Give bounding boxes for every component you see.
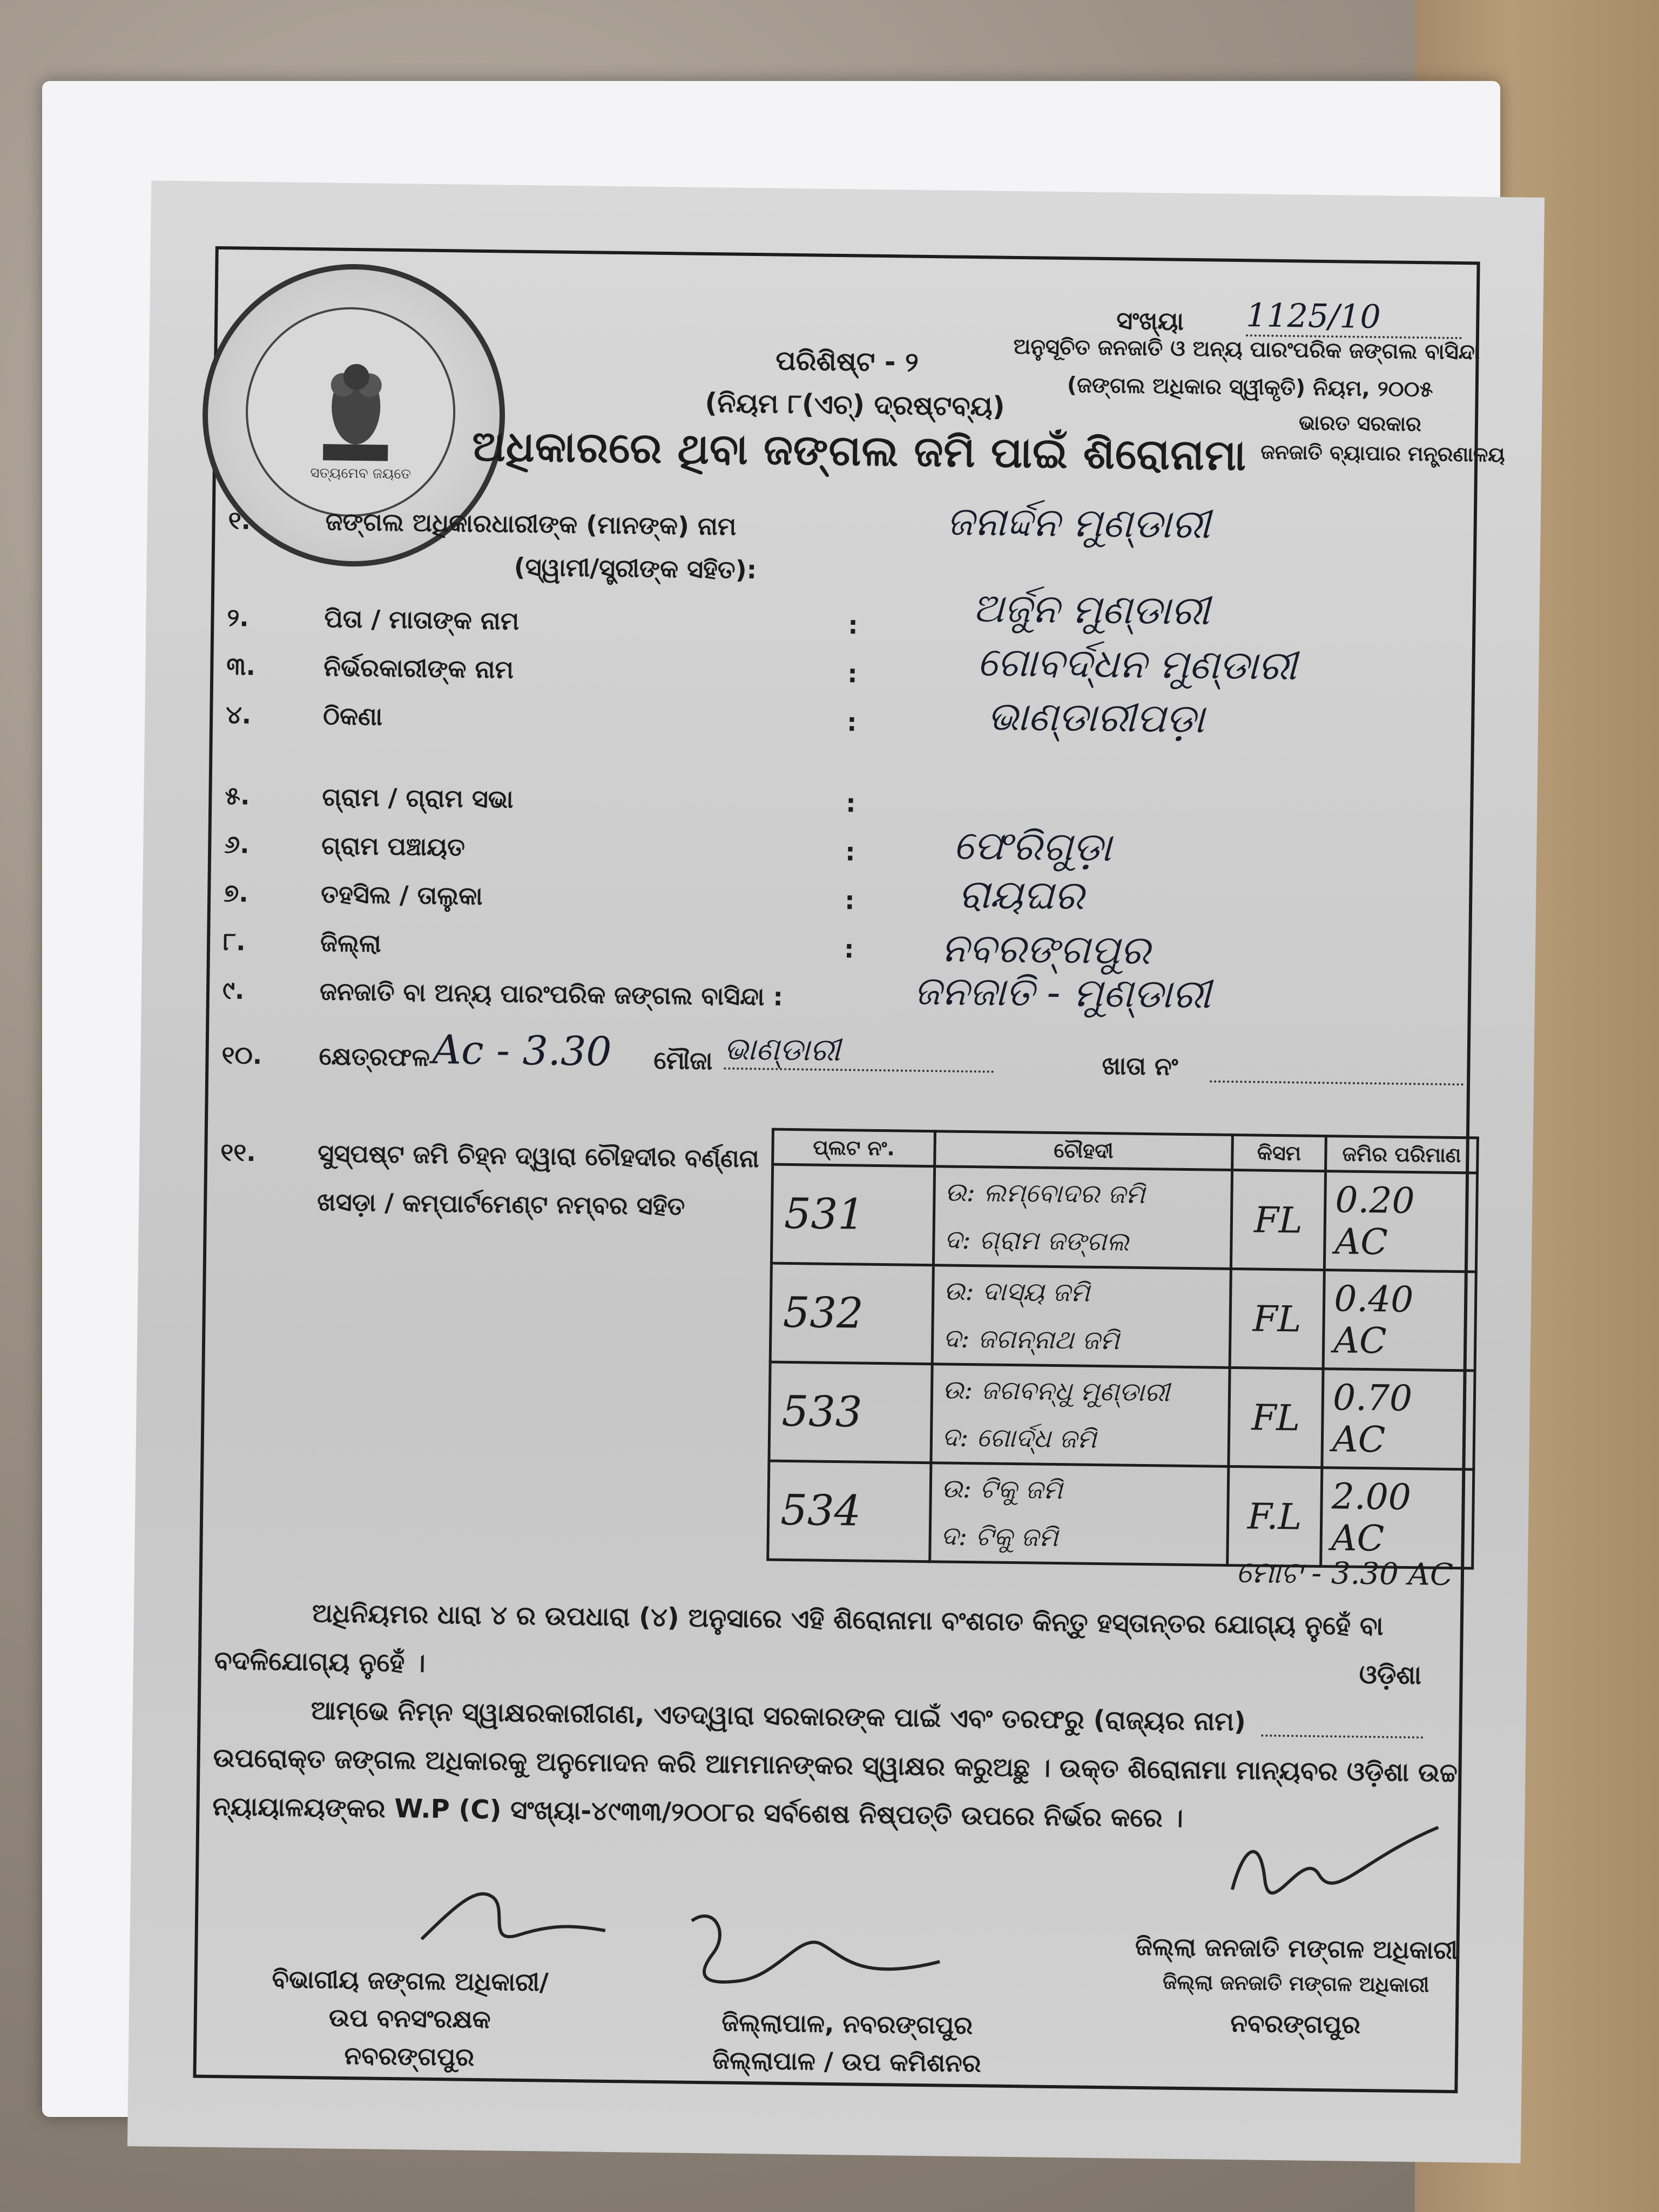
field-8-label: ଜିଲ୍ଲା: [320, 928, 382, 958]
signatory-1-line-1: ବିଭାଗୀୟ ଜଙ୍ଗଲ ଅଧିକାରୀ/: [272, 1964, 549, 1997]
plastic-sleeve: [42, 81, 1505, 2117]
declaration-line-2: ଉପରୋକ୍ତ ଜଙ୍ଗଲ ଅଧିକାରକୁ ଅନୁମୋଦନ କରି ଆମମାନଙ୍କର ସ୍ୱାକ୍ଷର କରୁଅଛୁ । ଉକ୍ତ ଶିରୋନାମା ମାନ୍ୟବର ଓଡ଼ିଶା ଉଚ୍ଚ: [213, 1742, 1458, 1789]
field-1-label-2: (ସ୍ୱାମୀ/ସ୍ତ୍ରୀଙ୍କ ସହିତ):: [514, 552, 757, 585]
signatory-3-line-3: ନବରଙ୍ଗପୁର: [1230, 2008, 1361, 2039]
seal-motto: ସତ୍ୟମେବ ଜୟତେ: [310, 465, 412, 483]
field-2-number: ୨.: [227, 603, 249, 632]
field-11-number: ୧୧.: [220, 1137, 257, 1167]
header-boundaries: ଚୌହଦୀ: [935, 1131, 1232, 1170]
field-7-label: ତହସିଲ / ତାଲୁକା: [320, 879, 483, 911]
field-1-value: ଜନାର୍ଦ୍ଦନ ମୁଣ୍ଡାରୀ: [946, 498, 1211, 548]
north-boundary: ଉ: ଟିକୁ ଜମି: [941, 1473, 1063, 1506]
field-8-number: ୮.: [222, 927, 246, 956]
rule-header-line-1: ଅନୁସୂଚିତ ଜନଜାତି ଓ ଅନ୍ୟ ପାରଂପରିକ ଜଙ୍ଗଲ ବାସିନ୍ଦା: [1013, 334, 1480, 365]
south-boundary: ଦ: ଗୋର୍ଦ୍ଧ ଜମି: [941, 1422, 1097, 1454]
signature-1-icon: [410, 1874, 617, 1963]
boundary-label-2: ଖସଡ଼ା / କମ୍ପାର୍ଟମେଣ୍ଟ ନମ୍ବର ସହିତ: [316, 1187, 685, 1221]
signatory-1-line-3: ନବରଙ୍ଗପୁର: [344, 2041, 475, 2072]
appendix-label: ପରିଶିଷ୍ଟ - ୨: [775, 345, 919, 378]
plot-area: 0.20 AC: [1324, 1171, 1477, 1272]
signatory-3-line-2: ଜିଲ୍ଲା ଜନଜାତି ମଙ୍ଗଳ ଅଧିକାରୀ: [1162, 1970, 1429, 1997]
north-boundary: ଉ: ଦାସ୍ୟ ଜମି: [943, 1276, 1090, 1308]
field-9-label: ଜନଜାତି ବା ଅନ୍ୟ ପାରଂପରିକ ଜଙ୍ଗଲ ବାସିନ୍ଦା :: [319, 976, 784, 1011]
header-plot-no: ପ୍ଲଟ ନଂ.: [773, 1129, 935, 1166]
field-7-number: ୭.: [223, 878, 249, 908]
field-3-label: ନିର୍ଭରକାରୀଙ୍କ ନାମ: [323, 652, 514, 684]
number-value: 1125/10: [1246, 296, 1462, 339]
plot-number: 531: [771, 1164, 934, 1265]
table-row: [768, 1461, 1474, 1568]
plot-number: 534: [768, 1461, 931, 1562]
total-area: ମୋଟ - 3.30 AC: [1236, 1555, 1454, 1593]
field-10-number: ୧୦.: [221, 1040, 262, 1070]
kisam: FL: [1231, 1170, 1326, 1270]
declaration-line-1: ଆମ୍ଭେ ନିମ୍ନ ସ୍ୱାକ୍ଷରକାରୀଗଣ, ଏତଦ୍ୱାରା ସରକାରଙ୍କ ପାଇଁ ଏବଂ ତରଫରୁ (ରାଜ୍ୟର ନାମ): [311, 1695, 1246, 1737]
area-value: Ac - 3.30: [432, 1026, 612, 1075]
area-label: କ୍ଷେତ୍ରଫଳ: [319, 1041, 430, 1072]
mouza-label: ମୌଜା: [653, 1045, 713, 1076]
rule-header-line-4: ଜନଜାତି ବ୍ୟାପାର ମନ୍ତ୍ରଣାଳୟ: [1260, 440, 1505, 467]
field-9-number: ୯.: [222, 975, 245, 1005]
title-document: [127, 180, 1545, 2163]
field-7-colon: :: [844, 886, 855, 915]
table-row: [771, 1164, 1477, 1272]
field-8-value: ନବରଙ୍ଗପୁର: [941, 925, 1151, 974]
clause-line-2: ବଦଳିଯୋଗ୍ୟ ନୁହେଁ ।: [214, 1645, 426, 1678]
plot-number: 532: [770, 1263, 933, 1364]
field-8-colon: :: [844, 934, 854, 964]
south-boundary: ଦ: ଜଗନ୍ନାଥ ଜମି: [943, 1323, 1120, 1356]
kisam: F.L: [1227, 1466, 1322, 1566]
field-4-value: ଭାଣ୍ଡାରୀପଡ଼ା: [987, 693, 1205, 743]
document-title: ଅଧିକାରରେ ଥିବା ଜଙ୍ଗଲ ଜମି ପାଇଁ ଶିରୋନାମା: [471, 422, 1247, 481]
north-boundary: ଉ: ଲମ୍ବୋଦର ଜମି: [945, 1177, 1145, 1210]
field-4-label: ଠିକଣା: [322, 701, 383, 731]
signatory-2-line-2: ଜିଲ୍ଲାପାଳ / ଉପ କମିଶନର: [712, 2045, 981, 2078]
field-6-value: ଫେରିଗୁଡ଼ା: [953, 822, 1112, 871]
boundary-cell: [931, 1364, 1230, 1467]
boundary-cell: [934, 1166, 1232, 1269]
south-boundary: ଦ: ଗ୍ରାମ ଜଙ୍ଗଲ: [944, 1224, 1130, 1257]
field-3-colon: :: [847, 659, 858, 689]
plot-table: [766, 1128, 1479, 1570]
clause-line-1: ଅଧିନିୟମର ଧାରା ୪ ର ଉପଧାରା (୪) ଅନୁସାରେ ଏହି ଶିରୋନାମା ବଂଶଗତ କିନ୍ତୁ ହସ୍ତାନ୍ତର ଯୋଗ୍ୟ ନୁହେଁ ବା: [312, 1598, 1384, 1642]
field-3-value: ଗୋବର୍ଦ୍ଧନ ମୁଣ୍ଡାରୀ: [977, 639, 1298, 690]
table-row: [770, 1263, 1476, 1371]
field-5-colon: :: [846, 788, 857, 818]
field-1-label: ଜଙ୍ଗଲ ଅଧିକାରଧାରୀଙ୍କ (ମାନଙ୍କ) ନାମ: [325, 507, 737, 541]
boundary-cell: [930, 1463, 1229, 1566]
plot-area: 2.00 AC: [1321, 1468, 1474, 1568]
north-boundary: ଉ: ଜଗବନ୍ଧୁ ମୁଣ୍ଡାରୀ: [942, 1374, 1170, 1408]
field-6-label: ଗ୍ରାମ ପଞ୍ଚାୟତ: [321, 831, 466, 862]
signatory-1-line-2: ଉପ ବନସଂରକ୍ଷକ: [328, 2002, 491, 2034]
field-5-number: ୫.: [225, 781, 250, 811]
state-name-value: ଓଡ଼ିଶା: [1359, 1659, 1422, 1691]
field-4-number: ୪.: [225, 700, 252, 730]
signatory-2-line-1: ଜିଲ୍ଲାପାଳ, ନବରଙ୍ଗପୁର: [721, 2007, 973, 2040]
field-6-colon: :: [845, 837, 855, 867]
declaration-line-3: ନ୍ୟାୟାଳୟଙ୍କର W.P (C) ସଂଖ୍ୟା-୪୯୩୩/୨୦୦୮ର ସର୍ବଶେଷ ନିଷ୍ପତ୍ତି ଉପରେ ନିର୍ଭର କରେ ।: [212, 1791, 1184, 1833]
signature-3-icon: [1221, 1814, 1449, 1914]
field-3-number: ୩.: [226, 651, 256, 681]
rule-header-line-3: ଭାରତ ସରକାର: [1298, 410, 1422, 436]
south-boundary: ଦ: ଟିକୁ ଜମି: [940, 1521, 1058, 1553]
signatory-3-line-1: ଜିଲ୍ଲା ଜନଜାତି ମଙ୍ଗଳ ଅଧିକାରୀ: [1135, 1931, 1458, 1965]
boundary-cell: [932, 1265, 1231, 1368]
field-2-value: ଅର୍ଜୁନ ମୁଣ୍ଡାରୀ: [972, 585, 1210, 635]
mouza-value: ଭାଣ୍ଡାରୀ: [724, 1030, 994, 1073]
plot-number: 533: [769, 1362, 932, 1463]
number-label: ସଂଖ୍ୟା: [1116, 306, 1184, 336]
rule-reference: (ନିୟମ ୮(ଏଚ୍) ଦ୍ରଷ୍ଟବ୍ୟ): [705, 387, 1006, 422]
field-9-value: ଜନଜାତି - ମୁଣ୍ଡାରୀ: [913, 967, 1211, 1018]
field-5-label: ଗ୍ରାମ / ଗ୍ରାମ ସଭା: [322, 782, 514, 814]
header-area: ଜମିର ପରିମାଣ: [1326, 1136, 1478, 1173]
field-6-number: ୬.: [224, 830, 250, 859]
table-row: [769, 1362, 1475, 1469]
field-4-colon: :: [846, 707, 857, 737]
seal-inner-ring: [245, 306, 457, 518]
header-kisam: କିସମ: [1232, 1135, 1326, 1171]
plot-area: 0.40 AC: [1323, 1270, 1476, 1371]
field-1-number: ୧.: [228, 505, 251, 535]
field-2-colon: :: [848, 610, 859, 640]
kisam: FL: [1229, 1367, 1324, 1467]
plot-area: 0.70 AC: [1322, 1369, 1475, 1469]
ashoka-emblem-icon: [312, 352, 400, 472]
signature-2-icon: [680, 1899, 951, 2000]
boundary-label-1: ସୁସ୍ପଷ୍ଟ ଜମି ଚିହ୍ନ ଦ୍ୱାରା ଚୌହଦୀର ବର୍ଣ୍ଣନା: [318, 1138, 760, 1174]
rule-header-line-2: (ଜଙ୍ଗଲ ଅଧିକାର ସ୍ୱୀକୃତି) ନିୟମ, ୨୦୦୫: [1067, 373, 1433, 402]
field-2-label: ପିତା / ମାତାଙ୍କ ନାମ: [324, 604, 520, 636]
kisam: FL: [1230, 1269, 1325, 1368]
field-7-value: ରାୟଘର: [957, 871, 1085, 919]
khata-label: ଖାତା ନଂ: [1102, 1051, 1178, 1081]
